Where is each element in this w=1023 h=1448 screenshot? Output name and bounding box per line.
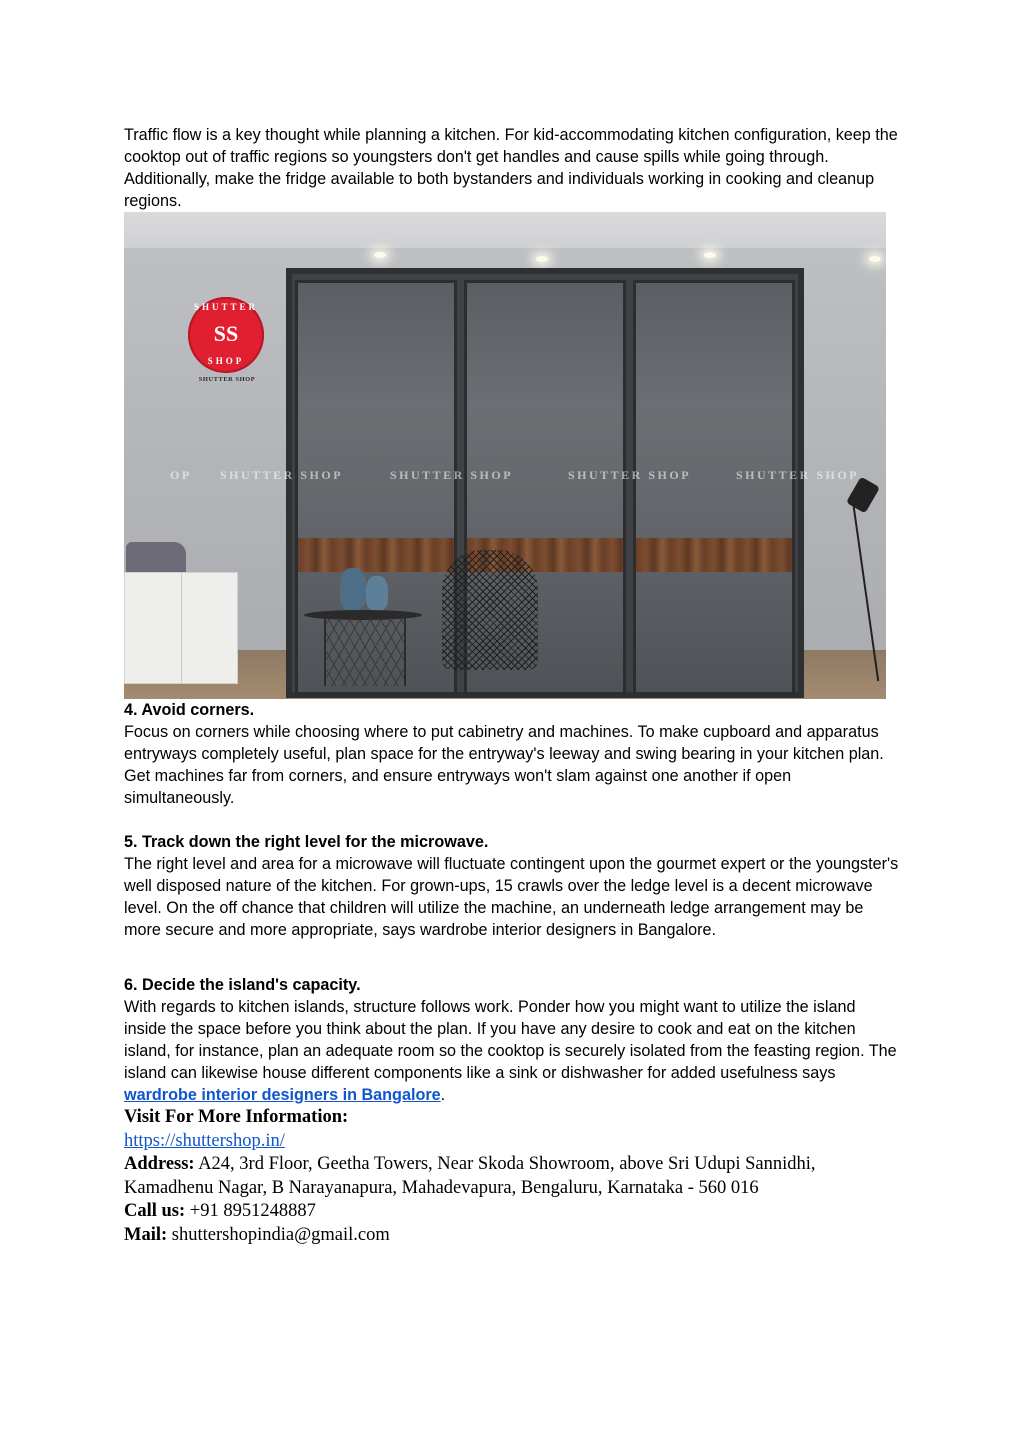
shutter-shop-logo — [188, 297, 264, 373]
website-line — [124, 1130, 899, 1154]
visit-label-text: Visit For More Information: — [124, 1107, 349, 1127]
section-heading: 4. Avoid corners. — [124, 701, 255, 719]
section-body: Focus on corners while choosing where to put cabinetry and machines. To make cupboard and apparatus entryways completely useful, plan space for the entryway's leeway and swing bearing in your kitchen plan. Get machines far from corners, and ensure entryways won't slam against one another if open simultaneously. — [124, 723, 884, 807]
intro-paragraph: Traffic flow is a key thought while planning a kitchen. For kid-accommodating kitchen configuration, keep the cooktop out of traffic regions so youngsters don't get handles and cause spills while going through. Additionally, make the fridge available to both bystanders and individuals working in cooking and cleanup regions. — [124, 126, 898, 210]
address-label: Address: — [124, 1154, 195, 1174]
website-link[interactable]: https://shuttershop.in/ — [124, 1130, 285, 1151]
section-heading: 6. Decide the island's capacity. — [124, 976, 361, 994]
ceiling-spotlight — [704, 252, 716, 258]
ceiling-spotlight — [374, 252, 386, 258]
address-value: A24, 3rd Floor, Geetha Towers, Near Skoda Showroom, above Sri Udupi Sannidhi, Kamadhenu Nagar, B Narayanapura, Mahadevapura, Bengaluru, Karnataka - 560 016 — [124, 1154, 816, 1198]
watermark-text: SHUTTER SHOP — [220, 468, 344, 482]
pillow — [126, 542, 186, 576]
ceiling-spotlight — [536, 256, 548, 262]
section-body: The right level and area for a microwave will fluctuate contingent upon the gourmet expert or the youngster's well disposed nature of the kitchen. For grown-ups, 15 crawls over the ledge level is a decent microwave level. On the off chance that children will utilize the machine, an underneath ledge arrangement may be more secure and more appropriate, says wardrobe interior designers in Bangalore. — [124, 855, 899, 939]
section-body-tail: . — [440, 1086, 446, 1104]
section-body-text: With regards to kitchen islands, structure follows work. Ponder how you might want to utilize the island inside the space before you think about the plan. If you have any desire to cook and eat on the kitchen island, for instance, plan an adequate room so the cooktop is securely isolated from the feasting region. The island can likewise house different components like a sink or dishwasher for added usefulness says — [124, 998, 897, 1082]
wood-panel — [298, 538, 454, 572]
logo-ring-bottom: SHOP — [207, 356, 245, 366]
mail-line — [124, 1224, 899, 1248]
vase — [340, 568, 366, 610]
watermark-text: OP — [170, 468, 192, 482]
section-body — [124, 996, 899, 1106]
call-value: +91 8951248887 — [185, 1201, 316, 1221]
watermark-text: SHUTTER SHOP — [568, 468, 692, 482]
watermark-text: SHUTTER SHOP — [736, 468, 860, 482]
ceiling-spotlight — [869, 256, 881, 262]
ceiling — [124, 212, 886, 248]
mail-label: Mail: — [124, 1224, 168, 1245]
wardrobe-designers-link[interactable]: wardrobe interior designers in Bangalore — [124, 1086, 441, 1104]
watermark-text: SHUTTER SHOP — [390, 468, 514, 482]
logo-caption: SHUTTER SHOP — [198, 376, 256, 383]
document-page — [124, 124, 899, 1247]
address-line — [124, 1153, 899, 1200]
wardrobe-door — [633, 280, 795, 695]
call-label: Call us: — [124, 1201, 186, 1221]
wire-chair — [442, 550, 538, 670]
vase — [366, 576, 388, 610]
white-cabinet — [124, 572, 238, 684]
wood-panel — [636, 538, 792, 572]
cabinet-divider — [181, 573, 182, 683]
call-line — [124, 1200, 899, 1224]
wardrobe-photo — [124, 212, 886, 699]
logo-ring-top: SHUTTER — [193, 302, 258, 312]
visit-label — [124, 1106, 899, 1130]
side-table-base — [324, 618, 406, 686]
section-heading: 5. Track down the right level for the microwave. — [124, 833, 489, 851]
mail-value: shuttershopindia@gmail.com — [167, 1224, 390, 1245]
logo-monogram: SS — [213, 321, 239, 346]
